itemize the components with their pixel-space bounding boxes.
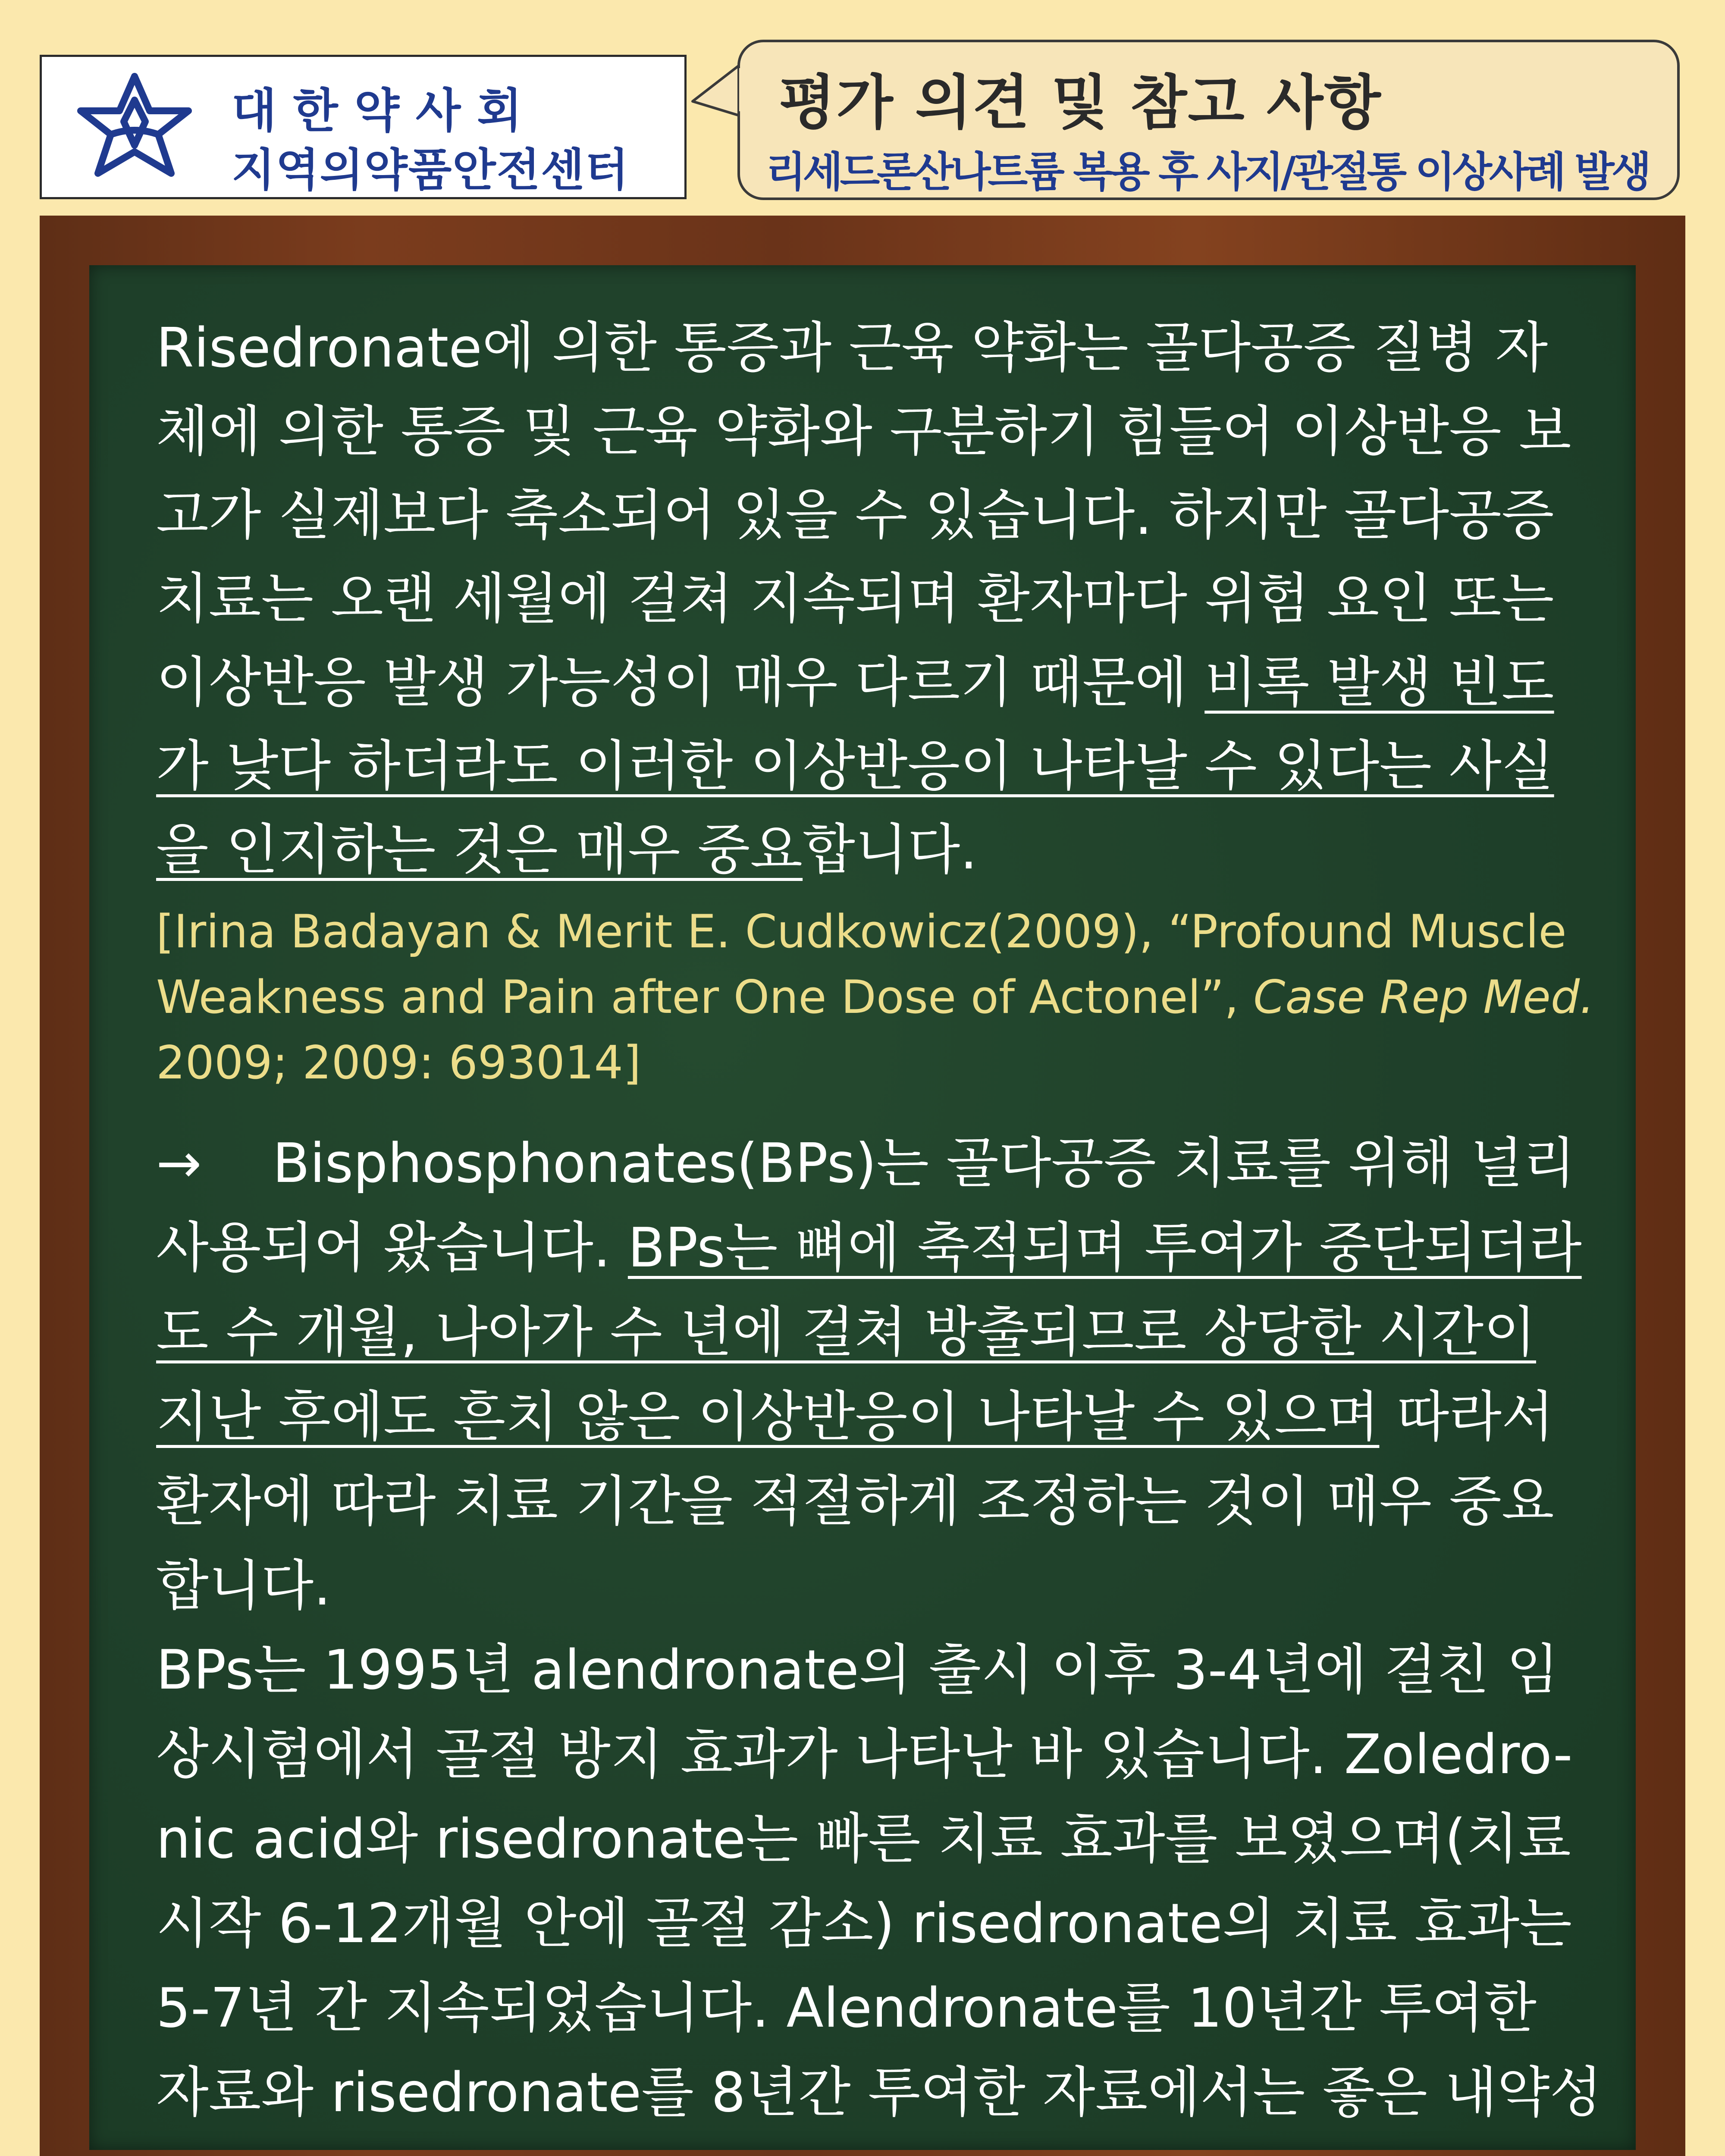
text-line [156,641,1603,724]
text-line: 상시험에서 골절 방지 효과가 나타난 바 있습니다. Zoledro- [156,1723,1573,1786]
underlined-text: 지난 후에도 흔치 않은 이상반응이 나타날 수 있으며 [156,1385,1380,1448]
text-line: 시작 6-12개월 안에 골절 감소) risedronate의 치료 효과는 [156,1892,1572,1955]
text-run: 환자에 따라 치료 기간을 적절하게 조정하는 것이 매우 중요 [156,1470,1554,1533]
text-line [156,1121,1603,1206]
org-name-line1: 대한약사회 [232,84,539,138]
text-run: 사용되어 왔습니다. [156,1216,628,1279]
paragraph-bps-efficacy [156,1628,1603,2135]
underlined-text: 도 수 개월, 나아가 수 년에 걸쳐 방출되므로 상당한 시간이 [156,1300,1536,1364]
text-run: 따라서 [1379,1385,1554,1448]
arrow-icon: → [156,1131,202,1195]
reference-line: 2009; 2009: 693014] [156,1036,641,1089]
text-run: Bisphosphonates(BPs)는 골다공증 치료를 위해 널리 [273,1131,1576,1195]
reference-line [156,965,1601,1030]
text-line: 5-7년 간 지속되었습니다. Alendronate를 10년간 투여한 [156,1976,1537,2040]
underlined-text: 비록 발생 빈도 [1204,651,1554,714]
text-line [156,557,1603,641]
text-run: 합니다. [156,1554,331,1617]
chalkboard-frame [40,216,1685,2156]
text-line [156,306,1603,390]
text-run: 합니다. [803,818,978,881]
underlined-text: 가 낮다 하더라도 이러한 이상반응이 나타날 수 있다는 사실 [156,734,1554,798]
text-line [156,1544,1603,1628]
reference-citation [156,899,1601,1096]
text-run: 고가 실제보다 축소되어 있을 수 있습니다. 하지만 골다공증 [156,483,1554,547]
paragraph-bisphosphonates [156,1121,1603,1628]
page-subtitle: 리세드론산나트륨 복용 후 사지/관절통 이상사례 발생 [766,148,1649,196]
text-line: 자료와 risedronate를 8년간 투여한 자료에서는 좋은 내약성 [156,2061,1603,2124]
paragraph-risedronate-pain [156,306,1603,892]
title-bubble [737,40,1680,200]
underlined-text: BPs는 뼈에 축적되며 투여가 중단되더라 [627,1216,1582,1279]
underlined-text: 을 인지하는 것은 매우 중요 [156,818,803,881]
text-line [156,390,1603,473]
chalkboard [89,265,1636,2150]
reference-line: [Irina Badayan & Merit E. Cudkowicz(2009), “Profound Muscle [156,905,1567,958]
reference-text: Weakness and Pain after One Dose of Actonel”, [156,971,1254,1024]
text-line [156,724,1603,808]
text-line [156,1375,1603,1459]
pharmacy-logo-icon [70,70,199,188]
text-line: nic acid와 risedronate는 빠른 치료 효과를 보였으며(치료 [156,1807,1571,1871]
org-logo-box [40,55,687,199]
text-run: Risedronate에 의한 통증과 근육 약화는 골다공증 질병 자 [156,316,1548,379]
text-run: 치료는 오랜 세월에 걸쳐 지속되며 환자마다 위험 요인 또는 [156,567,1554,630]
chalk-icon [1458,2150,1583,2156]
text-line [156,473,1603,557]
text-line [156,1206,1603,1290]
text-line: BPs는 1995년 alendronate의 출시 이후 3-4년에 걸친 임 [156,1638,1559,1702]
text-run: 체에 의한 통증 및 근육 약화와 구분하기 힘들어 이상반응 보 [156,400,1571,463]
page-title: 평가 의견 및 참고 사항 [779,69,1382,137]
reference-journal: Case Rep Med. [1253,971,1594,1024]
text-line [156,1459,1603,1544]
text-line [156,1290,1603,1375]
org-name-line2: 지역의약품안전센터 [232,143,630,196]
bubble-tail-join [739,68,748,111]
text-line [156,808,1603,892]
text-run: 이상반응 발생 가능성이 매우 다르기 때문에 [156,651,1205,714]
